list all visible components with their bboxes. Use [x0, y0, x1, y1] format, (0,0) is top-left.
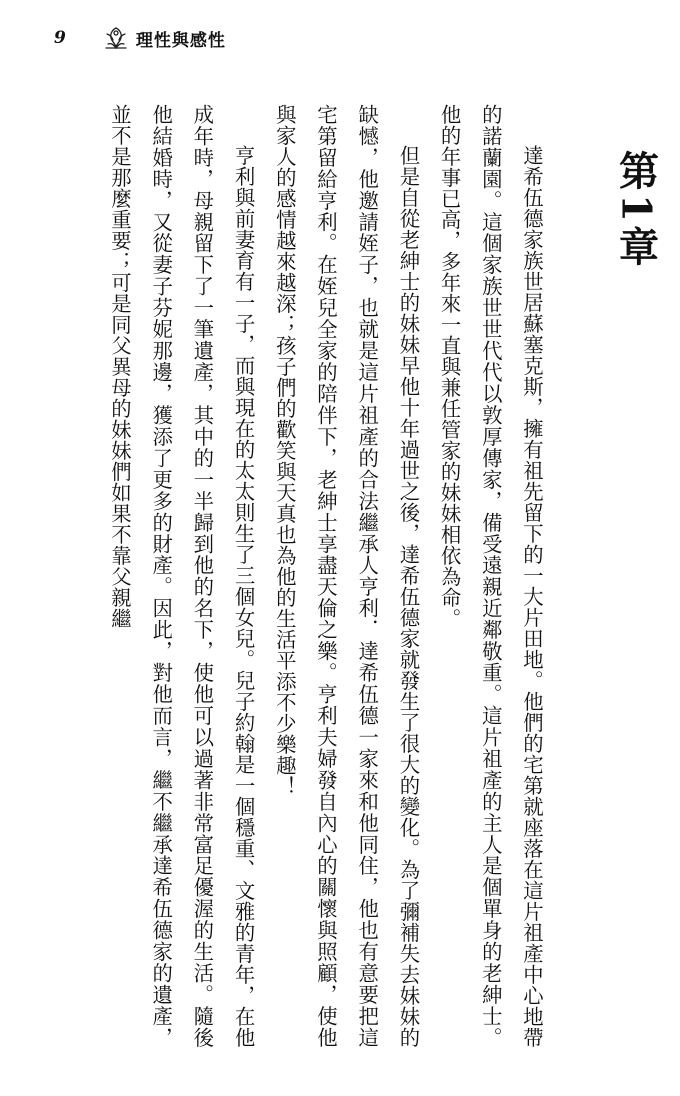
page-number: 9: [54, 28, 66, 48]
paragraph: 達希伍德家族世居蘇塞克斯，擁有祖先留下的一大片田地。他們的宅第就座落在這片祖產中心地帶的諾蘭園。這個家族世世代代以敦厚傳家，備受遠親近鄰敬重。這片祖產的主人是個單身的老紳士。他的年事已高，多年來一直與兼任管家的妹妹相依為命。: [437, 104, 544, 1048]
paragraph: 但是自從老紳士的妹妹早他十年過世之後，達希伍德家就發生了很大的變化。為了彌補失去妹妹的缺憾，他邀請姪子，也就是這片祖產的合法繼承人亨利．達希伍德一家來和他同住，他也有意要把這宅第留給亨利。在姪兒全家的陪伴下，老紳士享盡天倫之樂。亨利夫婦發自內心的關懷與照顧，使他與家人的感情越來越深；孩子們的歡笑與天真也為他的生活平添不少樂趣！: [272, 104, 421, 1048]
book-title: 理性與感性: [135, 30, 226, 51]
chapter-heading: [606, 150, 666, 290]
chapter-label-suffix: 章: [612, 225, 660, 270]
chapter-label-prefix: 第: [612, 150, 660, 194]
paragraph: 亨利與前妻育有一子，而與現在的太太則生了三個女兒。兒子約翰是一個穩重、文雅的青年，在他成年時，母親留下了一筆遺產，其中的一半歸到他的名下，使他可以過著非常富足優渥的生活。隨後他結婚時，又從妻子芬妮那邊，獲添了更多的財產。因此，對他而言，繼不繼承達希伍德家的遺產，並不是那麼重要；可是同父異母的妹妹們如果不靠父親繼: [107, 104, 256, 1048]
chapter-number: 1: [612, 194, 660, 226]
running-header: [54, 18, 226, 58]
ornamental-logo-icon: [102, 24, 130, 52]
chapter-body: [82, 104, 552, 1048]
